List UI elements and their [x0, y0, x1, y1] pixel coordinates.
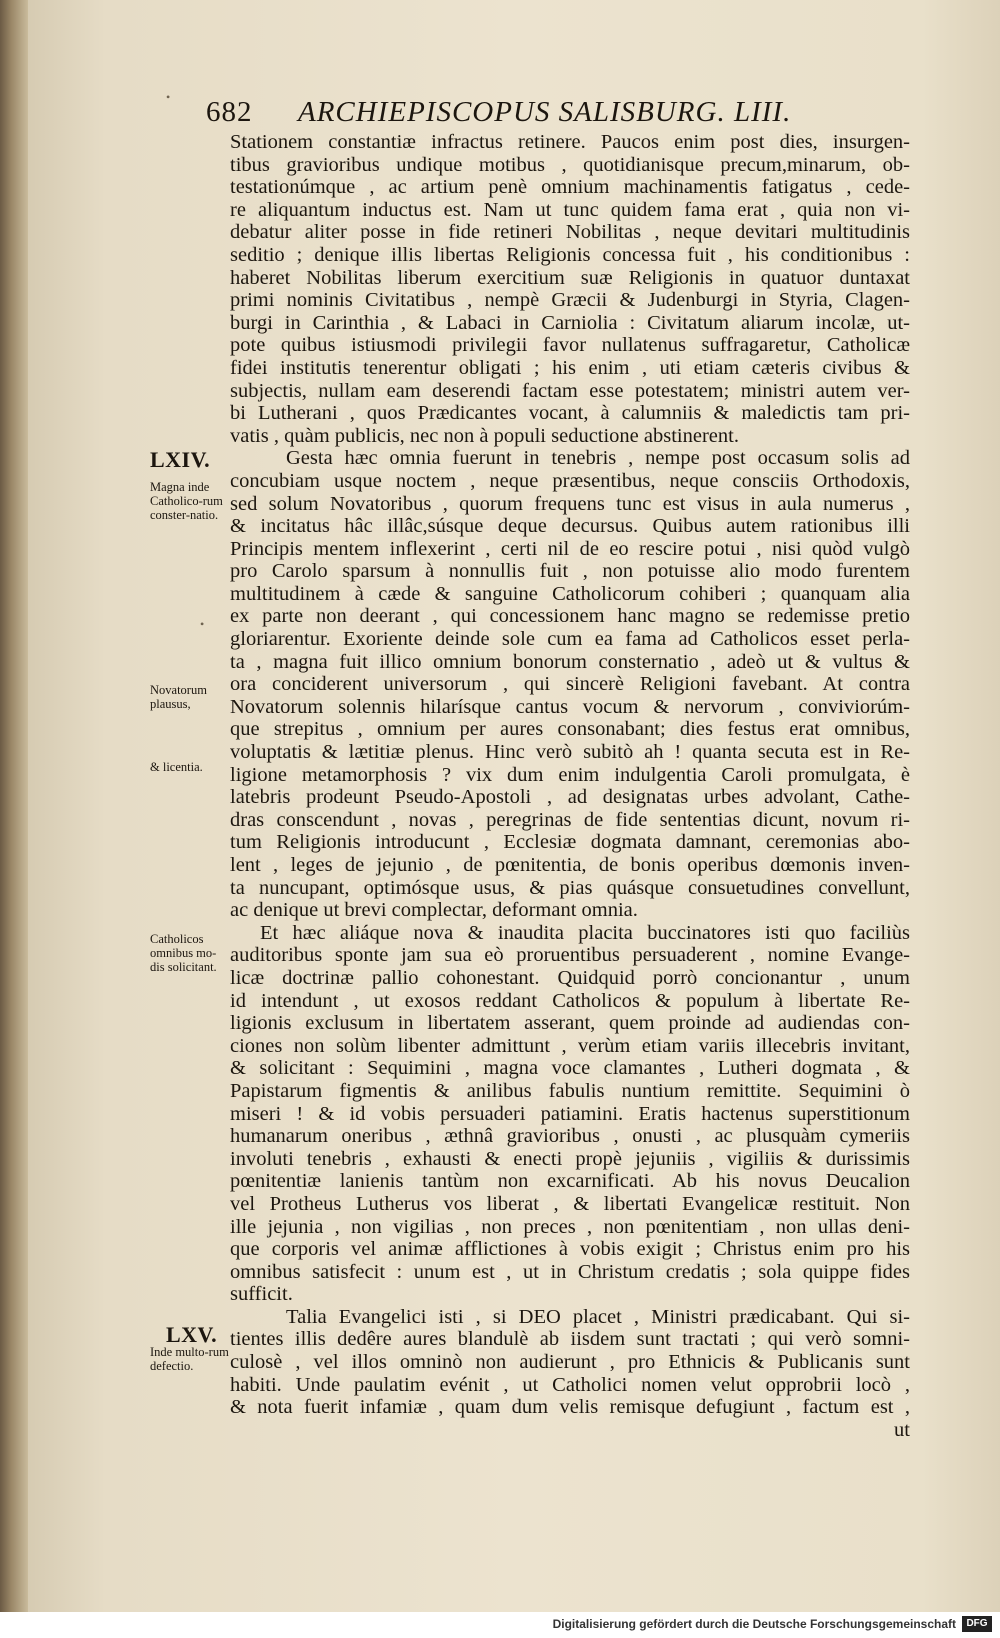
text-line: primi nominis Civitatibus , nempè Græcii & Judenburgi in Styria, Clagen-	[230, 289, 910, 312]
text-line: auditoribus sponte jam sua eò proruentibus persuaderent , nomine Evange-	[230, 944, 910, 967]
text-line: ora conciderent universorum , qui sincerè Religioni favebant. At contra	[230, 673, 910, 696]
text-line: bi Lutherani , quos Prædicantes vocant, à calumniis & maledictis tam pri-	[230, 402, 910, 425]
text-line: lent , leges de jejunio , de pœnitentia, de bonis operibus dœmonis inven-	[230, 854, 910, 876]
text-line: multitudinem à cæde & sanguine Catholicorum cohiberi ; quanquam alia	[230, 582, 910, 605]
text-line: testationúmque , ac artium penè omnium machinamentis fatigatus , cede-	[230, 176, 910, 199]
margin-note-catholicos: Catholicos omnibus mo-dis solicitant.	[150, 932, 217, 974]
catchword: ut	[894, 1418, 910, 1441]
text-line: sed solum Novatoribus , quorum frequens tunc est visus in aula numerus ,	[230, 492, 910, 515]
text-line: humanarum oneribus , æthnâ gravioribus , onusti , ac plusquàm cymeriis	[230, 1125, 910, 1148]
text-line: que strepitus , omnium per aures consonabant; dies festus erat omnibus,	[230, 718, 910, 741]
text-line: burgi in Carinthia , & Labaci in Carniolia : Civitatum aliarum incolæ, ut-	[230, 311, 910, 334]
ink-speck: •	[166, 90, 171, 104]
main-text	[230, 131, 910, 1441]
text-line: pro Carolo sparsum à nonnullis fuit , non potuisse alio modo furentem	[230, 560, 910, 583]
text-line: omnibus satisfecit : unum est , ut in Christum credatis ; sola quippe fides	[230, 1260, 910, 1283]
book-binding-edge	[0, 0, 28, 1638]
text-line: ligione metamorphosis ? vix dum enim indulgentia Caroli promulgata, è	[230, 763, 910, 786]
text-line: tientes illis dedêre aures blandulè ab iisdem sunt tractati ; qui verò somni-	[230, 1328, 910, 1351]
digitization-footer	[0, 1612, 1000, 1638]
text-line: voluptatis & lætitiæ plenus. Hinc verò subitò ah ! quanta secuta est in Re-	[230, 741, 910, 764]
ink-speck: •	[200, 617, 205, 631]
text-line: haberet Nobilitas liberum exercitium suæ Religionis in quatuor duntaxat	[230, 266, 910, 289]
text-line: & incitatus hâc illâc,súsque deque decursus. Quibus autem rationibus illi	[230, 515, 910, 538]
text-line: id intendunt , ut exosos reddant Catholicos & populum à libertate Re-	[230, 989, 910, 1012]
dfg-logo: DFG	[962, 1616, 992, 1632]
text-line: subjectis, nullam eam deserendi factam esse potestatem; ministri autem ver-	[230, 379, 910, 402]
text-line: habiti. Unde paulatim evénit , ut Catholici nomen velut opprobrii locò ,	[230, 1373, 910, 1396]
text-line: ligionis exclusum in libertatem asserant, quem proinde ad audiendas con-	[230, 1012, 910, 1035]
text-line: Novatorum solennis hilarísque cantus vocum & nervorum , conviviorúm-	[230, 695, 910, 718]
text-line: ille jejunia , non vigilias , non preces , non pœnitentiam , non ullas deni-	[230, 1215, 910, 1238]
text-line: dras conscendunt , novas , peregrinas de fide sententias dicunt, novum ri-	[230, 808, 910, 831]
margin-note-novatorum: Novatorum plausus,	[150, 683, 207, 711]
text-line: licæ doctrinæ pallio cohonestant. Quidquid porrò concionantur , unum	[230, 966, 910, 989]
text-line: culosè , vel illos omninò non audierunt , pro Ethnicis & Publicanis sunt	[230, 1351, 910, 1374]
running-title: ARCHIEPISCOPUS SALISBURG. LIII.	[298, 96, 792, 128]
text-line: que corporis vel animæ afflictiones à vobis exigit ; Christus enim pro his	[230, 1238, 910, 1261]
text-line: Stationem constantiæ infractus retinere. Paucos enim post dies, insurgen-	[230, 131, 910, 153]
text-line: fidei institutis tenerentur obligati ; his enim , uti etiam cæteris civibus &	[230, 356, 910, 379]
text-line: re aliquantum inductus est. Nam ut tunc quidem fama erat , quia non vi-	[230, 198, 910, 221]
text-line: ciones non solùm libenter admittunt , verùm etiam variis illecebris invitant,	[230, 1034, 910, 1057]
text-line: & solicitant : Sequimini , magna voce clamantes , Lutheri dogmata , &	[230, 1057, 910, 1080]
running-header	[206, 96, 856, 136]
text-line: vel Protheus Lutherus vos liberat , & libertati Evangelicæ restituit. Non	[230, 1192, 910, 1215]
text-line: & nota fuerit infamiæ , quam dum velis remisque defugiunt , factum est ,	[230, 1396, 910, 1419]
text-line: pœnitentiæ lanienis tantùm non excarnificati. Ab his novus Deucalion	[230, 1170, 910, 1193]
text-line: Gesta hæc omnia fuerunt in tenebris , nempe post occasum solis ad	[286, 447, 910, 470]
text-line: latebris prodeunt Pseudo-Apostoli , ad designatas urbes advolant, Cathe-	[230, 786, 910, 809]
text-line: pote quibus istiusmodi privilegii favor nullatenus suffragaretur, Catholicæ	[230, 334, 910, 357]
text-line: vatis , quàm publicis, nec non à populi seductione abstinerent.	[230, 424, 739, 447]
text-line: Principis mentem inflexerint , certi nil de eo rescire potui , nisi quòd vulgò	[230, 537, 910, 560]
margin-note-inde: Inde multo-rum defectio.	[150, 1345, 229, 1373]
text-line: involuti tenebris , exhausti & enecti propè jejuniis , vigiliis & durissimis	[230, 1147, 910, 1170]
text-line: ta nuncupant, optimósque usus, & pias quásque consuetudines convellunt,	[230, 876, 910, 899]
text-line: ac denique ut brevi complectar, deformant omnia.	[230, 899, 638, 922]
text-line: seditio ; denique illis libertas Religionis concessa fuit , his conditionibus :	[230, 243, 910, 266]
text-line: Talia Evangelici isti , si DEO placet , Ministri prædicabant. Qui si-	[286, 1305, 910, 1328]
text-line: Et hæc aliáque nova & inaudita placita buccinatores isti quo faciliùs	[260, 921, 910, 944]
margin-note-magna: Magna inde Catholico-rum conster-natio.	[150, 480, 223, 522]
text-line: debatur aliter posse in fide retineri Nobilitas , neque devitari multitudinis	[230, 221, 910, 244]
text-line: tum Religionis introducunt , Ecclesiæ dogmata damnant, ceremonias abo-	[230, 831, 910, 854]
section-number-64: LXIV.	[150, 447, 211, 472]
text-line: sufficit.	[230, 1283, 293, 1306]
text-line: tibus gravioribus undique motibus , quotidianisque precum,minarum, ob-	[230, 153, 910, 176]
text-line: ex parte non deerant , qui concessionem hanc magno se redemisse pretio	[230, 605, 910, 628]
footer-credit: Digitalisierung gefördert durch die Deutsche Forschungsgemeinschaft	[552, 1617, 956, 1631]
text-line: miseri ! & id vobis persuaderi patiamini. Eratis hactenus superstitionum	[230, 1102, 910, 1125]
page-number: 682	[206, 96, 253, 128]
text-line: Papistarum figmentis & anilibus fabulis nuntium remittite. Sequimini ò	[230, 1079, 910, 1102]
text-line: gloriarentur. Exoriente deinde sole cum ea fama ad Catholicos esset perla-	[230, 628, 910, 651]
margin-note-licentia: & licentia.	[150, 760, 203, 774]
text-line: concubiam usque noctem , neque præsentibus, neque consciis Orthodoxis,	[230, 469, 910, 492]
text-line: ta , magna fuit illico omnium bonorum consternatio , adeò ut & vultus &	[230, 650, 910, 673]
section-number-65: LXV.	[166, 1322, 218, 1347]
